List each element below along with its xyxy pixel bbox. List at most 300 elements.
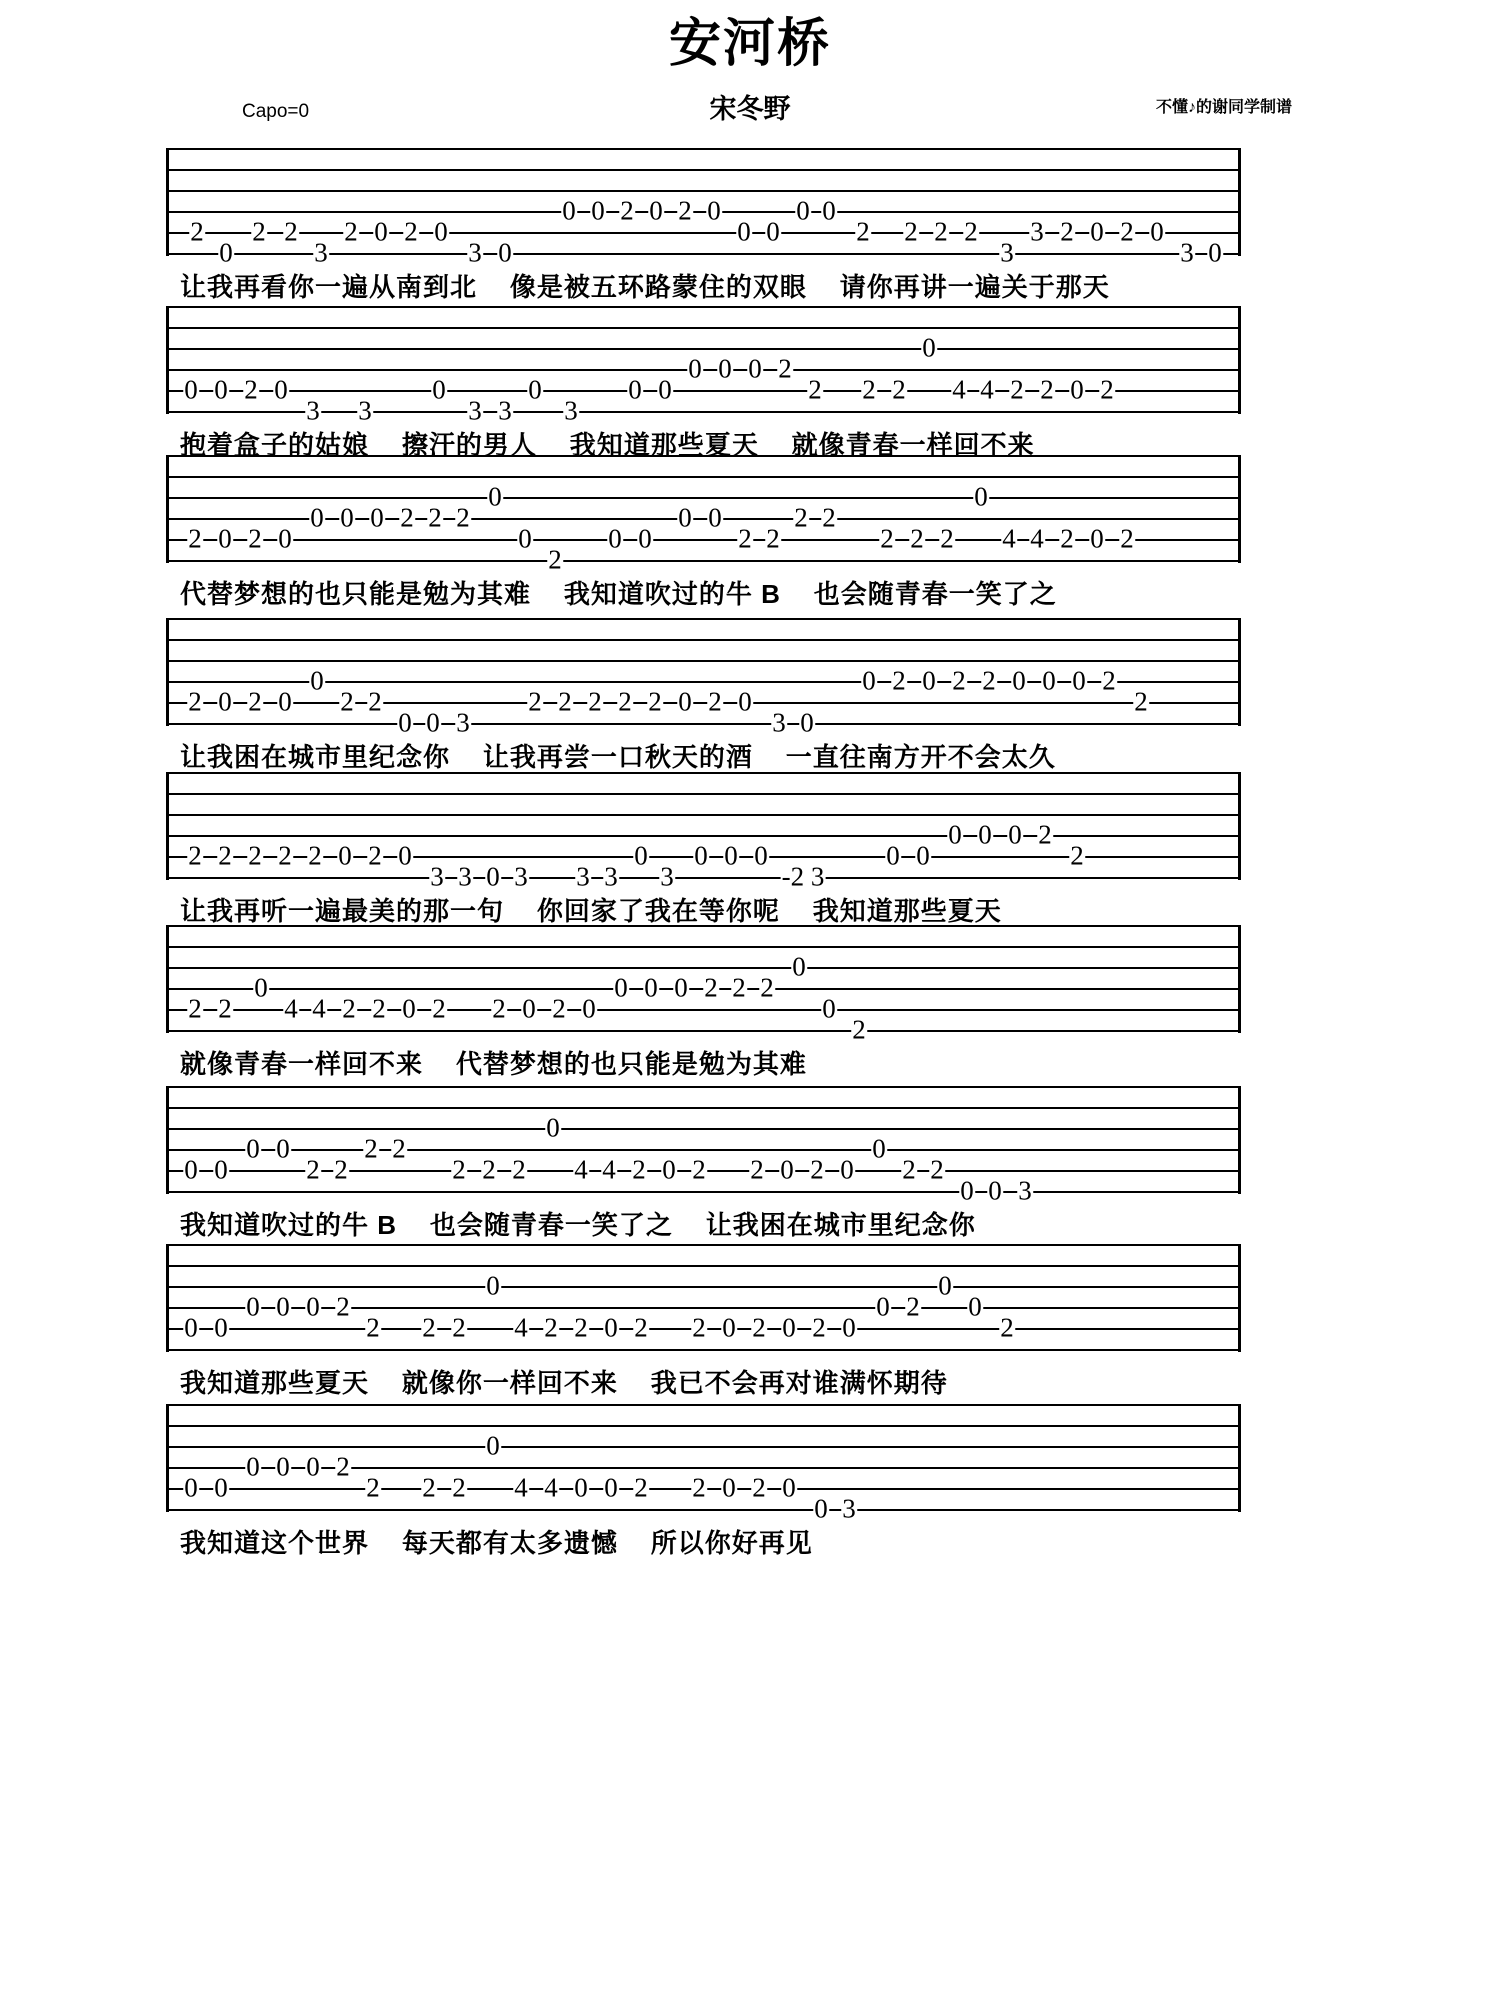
staff-line (169, 793, 1238, 795)
staff-line (169, 1307, 1238, 1309)
tab-note: 3 (358, 395, 372, 426)
tab-note: 0 (184, 374, 198, 405)
staff-line (169, 211, 1238, 213)
tab-note: 0 (1070, 374, 1084, 405)
tab-note: 2 (634, 1472, 648, 1503)
tab-note: 0 (724, 840, 738, 871)
tab-note: 2 (732, 972, 746, 1003)
capo-label: Capo=0 (242, 101, 310, 122)
tab-staff (166, 925, 1241, 1045)
tab-note: 0 (938, 1270, 952, 1301)
tab-note: 0 (1150, 216, 1164, 247)
tab-note: 2 (964, 216, 978, 247)
staff-line (169, 835, 1238, 837)
tab-note: 3 (1000, 237, 1014, 268)
staff-line (169, 1404, 1238, 1406)
tab-note: 0 (822, 993, 836, 1024)
tab-note: 0 (948, 819, 962, 850)
tab-note: 0 (978, 819, 992, 850)
tab-note: 0 (604, 1472, 618, 1503)
tab-note: 0 (402, 993, 416, 1024)
tab-note: 2 (252, 216, 266, 247)
tab-note: 2 (334, 1154, 348, 1185)
tab-note: 2 (340, 686, 354, 717)
tab-note: 2 (188, 840, 202, 871)
tab-note: 4 (980, 374, 994, 405)
staff-line (169, 411, 1238, 413)
transcriber-credit: 不懂♪的谢同学制谱 (1155, 99, 1292, 116)
tab-note: -2 3 (781, 861, 825, 892)
tab-note: 2 (856, 216, 870, 247)
tab-note: 2 (934, 216, 948, 247)
tab-note: 2 (760, 972, 774, 1003)
tab-note: 2 (904, 216, 918, 247)
tab-staff (166, 1404, 1241, 1524)
tab-note: 0 (214, 1472, 228, 1503)
staff-line (169, 232, 1238, 234)
staff-line (169, 348, 1238, 350)
tab-note: 2 (1038, 819, 1052, 850)
tab-note: 2 (1060, 216, 1074, 247)
tab-note: 0 (840, 1154, 854, 1185)
tab-note: 0 (306, 1291, 320, 1322)
tab-note: 2 (364, 1133, 378, 1164)
tab-note: 2 (368, 840, 382, 871)
tab-note: 0 (1090, 523, 1104, 554)
tab-note: 2 (982, 665, 996, 696)
tab-note: 2 (648, 686, 662, 717)
tab-note: 3 (1180, 237, 1194, 268)
tab-note: 0 (968, 1291, 982, 1322)
tab-note: 2 (752, 1472, 766, 1503)
tab-note: 2 (892, 665, 906, 696)
tab-note: 0 (214, 1312, 228, 1343)
tab-note: 2 (528, 686, 542, 717)
tab-note: 2 (306, 1154, 320, 1185)
tab-note: 2 (1010, 374, 1024, 405)
tab-note: 2 (366, 1312, 380, 1343)
tab-note: 0 (678, 686, 692, 717)
tab-note: 2 (392, 1133, 406, 1164)
tab-note: 2 (1040, 374, 1054, 405)
tab-note: 0 (718, 353, 732, 384)
tab-note: 0 (184, 1472, 198, 1503)
tab-note: 4 (574, 1154, 588, 1185)
tab-staff (166, 148, 1241, 268)
staff-line (169, 1467, 1238, 1469)
lyric-line: 我知道那些夏天 就像你一样回不来 我已不会再对谁满怀期待 (180, 1368, 948, 1398)
tab-note: 0 (498, 237, 512, 268)
staff-line (169, 618, 1238, 620)
tab-note: 0 (398, 840, 412, 871)
staff-line (169, 497, 1238, 499)
tab-staff (166, 1244, 1241, 1352)
tab-staff (166, 455, 1241, 575)
tab-note: 0 (922, 665, 936, 696)
tab-note: 4 (952, 374, 966, 405)
tab-note: 2 (1000, 1312, 1014, 1343)
tab-note: 2 (366, 1472, 380, 1503)
tab-note: 0 (782, 1312, 796, 1343)
tab-note: 0 (574, 1472, 588, 1503)
lyric-line: 让我再听一遍最美的那一句 你回家了我在等你呢 我知道那些夏天 (180, 896, 1002, 926)
tab-note: 0 (528, 374, 542, 405)
tab-note: 0 (1208, 237, 1222, 268)
tab-note: 2 (248, 840, 262, 871)
tab-note: 2 (248, 523, 262, 554)
tab-note: 3 (660, 861, 674, 892)
tab-note: 0 (434, 216, 448, 247)
staff-line (169, 1425, 1238, 1427)
staff-line (169, 327, 1238, 329)
staff-line (169, 1149, 1238, 1151)
tab-note: 3 (842, 1493, 856, 1524)
tab-note: 0 (800, 707, 814, 738)
tab-note: 3 (456, 707, 470, 738)
tab-note: 2 (308, 840, 322, 871)
tab-note: 0 (562, 195, 576, 226)
tab-note: 3 (468, 395, 482, 426)
tab-note: 2 (452, 1312, 466, 1343)
tab-note: 2 (692, 1472, 706, 1503)
tab-note: 0 (796, 195, 810, 226)
tab-note: 2 (678, 195, 692, 226)
tab-note: 2 (1102, 665, 1116, 696)
tab-note: 4 (602, 1154, 616, 1185)
tab-note: 2 (512, 1154, 526, 1185)
tab-note: 0 (658, 374, 672, 405)
staff-line (169, 306, 1238, 308)
tab-note: 0 (1090, 216, 1104, 247)
tab-note: 0 (1072, 665, 1086, 696)
tab-note: 0 (278, 523, 292, 554)
tab-note: 0 (184, 1312, 198, 1343)
staff-line (169, 1086, 1238, 1088)
tab-note: 0 (432, 374, 446, 405)
tab-note: 4 (514, 1472, 528, 1503)
tab-note: 2 (902, 1154, 916, 1185)
tab-note: 0 (546, 1112, 560, 1143)
tab-note: 2 (822, 502, 836, 533)
tab-note: 3 (1018, 1175, 1032, 1206)
staff-line (169, 1509, 1238, 1511)
tab-note: 0 (374, 216, 388, 247)
tab-note: 0 (276, 1451, 290, 1482)
staff-line (169, 1107, 1238, 1109)
tab-note: 2 (708, 686, 722, 717)
tab-note: 2 (422, 1312, 436, 1343)
tab-note: 4 (284, 993, 298, 1024)
tab-note: 0 (274, 374, 288, 405)
tab-note: 4 (514, 1312, 528, 1343)
tab-note: 0 (638, 523, 652, 554)
tab-note: 0 (792, 951, 806, 982)
tab-note: 0 (707, 195, 721, 226)
tab-note: 2 (930, 1154, 944, 1185)
staff-line (169, 639, 1238, 641)
staff-line (169, 814, 1238, 816)
staff-line (169, 1191, 1238, 1193)
lyric-line: 我知道吹过的牛 B 也会随青春一笑了之 让我困在城市里纪念你 (180, 1210, 976, 1240)
tab-note: 0 (644, 972, 658, 1003)
tab-note: 3 (514, 861, 528, 892)
tab-note: 0 (649, 195, 663, 226)
staff-line (169, 946, 1238, 948)
staff-line (169, 723, 1238, 725)
tab-note: 2 (910, 523, 924, 554)
tab-note: 4 (1030, 523, 1044, 554)
tab-system (166, 1086, 1241, 1240)
tab-note: 0 (214, 374, 228, 405)
tab-system (166, 455, 1241, 609)
tab-system (166, 772, 1241, 926)
tab-staff (166, 1086, 1241, 1206)
staff-line (169, 1349, 1238, 1351)
tab-note: 0 (582, 993, 596, 1024)
tab-note: 0 (306, 1451, 320, 1482)
tab-note: 0 (488, 481, 502, 512)
tab-note: 2 (278, 840, 292, 871)
tab-note: 2 (1100, 374, 1114, 405)
tab-note: 0 (988, 1175, 1002, 1206)
tab-staff (166, 306, 1241, 426)
artist-name: 宋冬野 (709, 94, 791, 124)
tab-note: 0 (1012, 665, 1026, 696)
lyric-line: 就像青春一样回不来 代替梦想的也只能是勉为其难 (180, 1049, 807, 1079)
tab-note: 2 (766, 523, 780, 554)
tab-note: 2 (618, 686, 632, 717)
tab-note: 2 (852, 1014, 866, 1045)
tab-note: 0 (1008, 819, 1022, 850)
tab-note: 0 (604, 1312, 618, 1343)
tab-note: 0 (608, 523, 622, 554)
tab-note: 0 (218, 523, 232, 554)
tab-note: 2 (750, 1154, 764, 1185)
tab-note: 0 (634, 840, 648, 871)
staff-line (169, 560, 1238, 562)
tab-note: 2 (336, 1451, 350, 1482)
tab-note: 4 (544, 1472, 558, 1503)
tab-note: 2 (552, 993, 566, 1024)
lyric-line: 让我再看你一遍从南到北 像是被五环路蒙住的双眼 请你再讲一遍关于那天 (180, 272, 1110, 302)
tab-note: 2 (1120, 216, 1134, 247)
tab-note: 0 (974, 481, 988, 512)
tab-note: 0 (722, 1472, 736, 1503)
tab-note: 2 (422, 1472, 436, 1503)
tab-note: 4 (312, 993, 326, 1024)
tab-note: 0 (246, 1451, 260, 1482)
tab-note: 0 (674, 972, 688, 1003)
tab-note: 3 (458, 861, 472, 892)
tab-note: 0 (737, 216, 751, 247)
tab-note: 2 (704, 972, 718, 1003)
tab-note: 0 (780, 1154, 794, 1185)
tab-note: 3 (772, 707, 786, 738)
tab-sheet (166, 0, 1334, 2000)
staff-line (169, 877, 1238, 879)
tab-note: 0 (276, 1291, 290, 1322)
lyric-line: 我知道这个世界 每天都有太多遗憾 所以你好再见 (180, 1528, 813, 1558)
tab-note: 0 (662, 1154, 676, 1185)
tab-note: 2 (738, 523, 752, 554)
tab-note: 0 (862, 665, 876, 696)
tab-note: 0 (486, 861, 500, 892)
tab-note: 2 (752, 1312, 766, 1343)
tab-system (166, 618, 1241, 772)
tab-note: 2 (244, 374, 258, 405)
tab-note: 0 (522, 993, 536, 1024)
staff-line (169, 1030, 1238, 1032)
tab-note: 3 (604, 861, 618, 892)
tab-note: 0 (754, 840, 768, 871)
tab-system (166, 1404, 1241, 1558)
tab-note: 0 (246, 1133, 260, 1164)
tab-note: 0 (254, 972, 268, 1003)
staff-line (169, 455, 1238, 457)
tab-note: 0 (822, 195, 836, 226)
tab-note: 0 (338, 840, 352, 871)
tab-note: 2 (452, 1472, 466, 1503)
tab-note: 2 (188, 993, 202, 1024)
tab-note: 2 (432, 993, 446, 1024)
staff-line (169, 1128, 1238, 1130)
tab-note: 0 (678, 502, 692, 533)
tab-note: 2 (620, 195, 634, 226)
tab-note: 0 (426, 707, 440, 738)
tab-note: 0 (842, 1312, 856, 1343)
tab-note: 2 (794, 502, 808, 533)
staff-line (169, 253, 1238, 255)
tab-note: 2 (548, 544, 562, 575)
tab-note: 0 (738, 686, 752, 717)
tab-system (166, 148, 1241, 302)
tab-staff (166, 618, 1241, 738)
tab-note: 2 (812, 1312, 826, 1343)
tab-note: 2 (810, 1154, 824, 1185)
tab-note: 0 (184, 1154, 198, 1185)
tab-note: 2 (456, 502, 470, 533)
staff-line (169, 369, 1238, 371)
tab-note: 0 (694, 840, 708, 871)
tab-note: 2 (482, 1154, 496, 1185)
tab-note: 3 (564, 395, 578, 426)
tab-note: 2 (862, 374, 876, 405)
tab-note: 2 (368, 686, 382, 717)
tab-note: 0 (214, 1154, 228, 1185)
tab-note: 0 (486, 1430, 500, 1461)
tab-note: 2 (372, 993, 386, 1024)
tab-system (166, 306, 1241, 460)
staff-line (169, 1446, 1238, 1448)
tab-note: 3 (468, 237, 482, 268)
staff-line (169, 967, 1238, 969)
tab-note: 3 (306, 395, 320, 426)
tab-note: 2 (1070, 840, 1084, 871)
staff-line (169, 190, 1238, 192)
tab-note: 0 (310, 502, 324, 533)
tab-note: 3 (498, 395, 512, 426)
tab-note: 4 (1002, 523, 1016, 554)
tab-note: 0 (748, 353, 762, 384)
page-title: 安河桥 (668, 15, 831, 73)
staff-line (169, 925, 1238, 927)
tab-note: 2 (906, 1291, 920, 1322)
tab-note: 2 (190, 216, 204, 247)
tab-note: 0 (218, 686, 232, 717)
tab-note: 0 (628, 374, 642, 405)
tab-note: 2 (692, 1312, 706, 1343)
tab-note: 0 (219, 237, 233, 268)
tab-note: 2 (952, 665, 966, 696)
tab-note: 0 (1042, 665, 1056, 696)
tab-note: 0 (916, 840, 930, 871)
tab-note: 2 (558, 686, 572, 717)
tab-note: 2 (452, 1154, 466, 1185)
staff-line (169, 148, 1238, 150)
staff-line (169, 702, 1238, 704)
tab-note: 2 (880, 523, 894, 554)
tab-note: 2 (1060, 523, 1074, 554)
staff-line (169, 476, 1238, 478)
lyric-line: 代替梦想的也只能是勉为其难 我知道吹过的牛 B 也会随青春一笑了之 (180, 579, 1057, 609)
tab-note: 2 (544, 1312, 558, 1343)
lyric-line: 让我困在城市里纪念你 让我再尝一口秋天的酒 一直往南方开不会太久 (180, 742, 1056, 772)
tab-note: 2 (428, 502, 442, 533)
tab-note: 0 (708, 502, 722, 533)
tab-note: 2 (188, 523, 202, 554)
tab-note: 2 (892, 374, 906, 405)
tab-note: 0 (246, 1291, 260, 1322)
tab-note: 0 (486, 1270, 500, 1301)
lyric-line: 抱着盒子的姑娘 擦汗的男人 我知道那些夏天 就像青春一样回不来 (180, 430, 1035, 460)
staff-line (169, 772, 1238, 774)
tab-note: 0 (886, 840, 900, 871)
tab-note: 2 (632, 1154, 646, 1185)
tab-note: 3 (314, 237, 328, 268)
staff-line (169, 169, 1238, 171)
tab-note: 2 (344, 216, 358, 247)
tab-note: 2 (574, 1312, 588, 1343)
tab-note: 2 (248, 686, 262, 717)
tab-note: 0 (614, 972, 628, 1003)
tab-note: 2 (940, 523, 954, 554)
tab-note: 0 (688, 353, 702, 384)
tab-note: 2 (336, 1291, 350, 1322)
tab-note: 3 (1030, 216, 1044, 247)
staff-line (169, 518, 1238, 520)
tab-note: 0 (960, 1175, 974, 1206)
tab-note: 2 (634, 1312, 648, 1343)
staff-line (169, 1286, 1238, 1288)
tab-note: 0 (398, 707, 412, 738)
staff-line (169, 1009, 1238, 1011)
tab-note: 0 (922, 332, 936, 363)
tab-system (166, 925, 1241, 1079)
tab-note: 0 (591, 195, 605, 226)
tab-note: 3 (576, 861, 590, 892)
tab-note: 0 (278, 686, 292, 717)
tab-note: 2 (284, 216, 298, 247)
staff-line (169, 1244, 1238, 1246)
tab-note: 2 (808, 374, 822, 405)
staff-line (169, 539, 1238, 541)
tab-note: 0 (276, 1133, 290, 1164)
tab-note: 0 (310, 665, 324, 696)
tab-note: 2 (692, 1154, 706, 1185)
tab-note: 2 (588, 686, 602, 717)
tab-note: 2 (342, 993, 356, 1024)
tab-note: 0 (722, 1312, 736, 1343)
